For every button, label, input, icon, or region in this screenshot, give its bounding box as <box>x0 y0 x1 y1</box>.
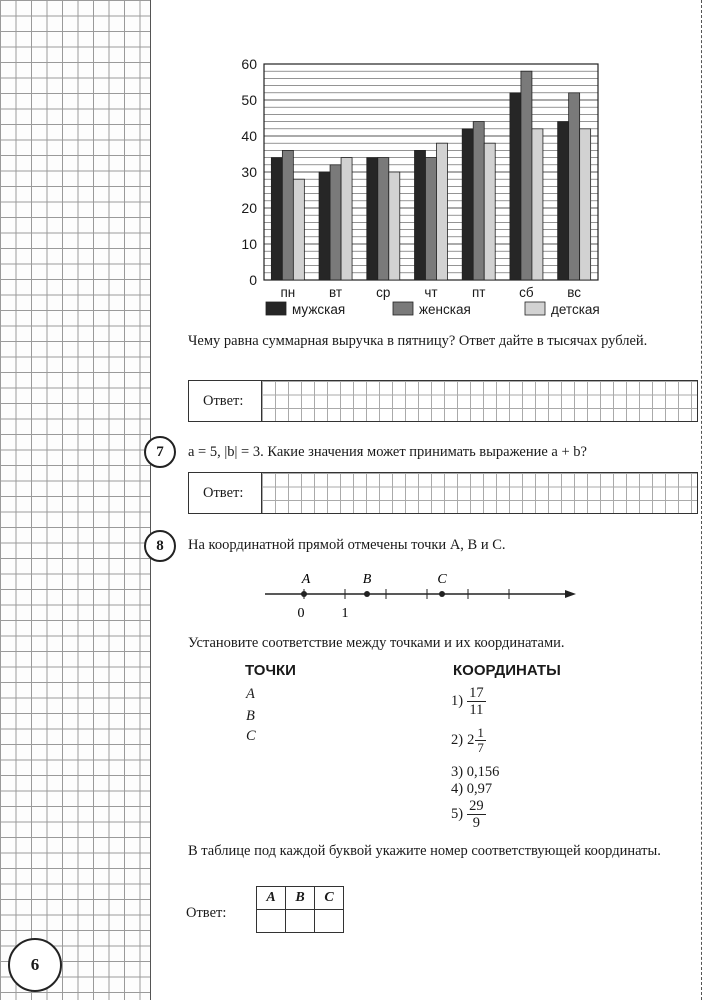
bar <box>569 93 580 280</box>
y-tick-label: 40 <box>241 128 257 144</box>
answer-cell-b[interactable] <box>286 910 315 933</box>
option-2-numerator: 1 <box>477 725 484 740</box>
answer-header-b: B <box>286 887 315 910</box>
bar <box>521 71 532 280</box>
y-tick-label: 0 <box>249 272 257 288</box>
bar <box>510 93 521 280</box>
x-tick-label: пт <box>471 285 486 300</box>
task8-table-instruction: В таблице под каждой буквой укажите номер соответствующей координаты. <box>188 843 661 859</box>
task6-answer-cells[interactable] <box>261 381 697 421</box>
bar <box>484 143 495 280</box>
legend-swatch <box>266 302 286 315</box>
legend-swatch <box>393 302 413 315</box>
x-tick-label: чт <box>424 285 438 300</box>
option-4: 4) 0,97 <box>451 781 493 797</box>
bar <box>271 158 282 280</box>
x-tick-label: вт <box>329 285 343 300</box>
option-2 <box>451 726 486 755</box>
legend-swatch <box>525 302 545 315</box>
bar <box>426 158 437 280</box>
task6-answer-box <box>188 380 698 422</box>
task8-intro: На координатной прямой отмечены точки A, B и C. <box>188 537 506 553</box>
option-2-number: 2) <box>451 732 464 748</box>
option-1-denominator: 11 <box>469 702 484 718</box>
answer-header-a: A <box>257 887 286 910</box>
option-5-numerator: 29 <box>469 798 484 814</box>
x-tick-label: пн <box>280 285 296 300</box>
bar <box>558 122 569 280</box>
axis-tick-0: 0 <box>297 606 305 621</box>
y-tick-label: 50 <box>241 92 257 108</box>
option-5-fraction <box>467 798 486 831</box>
bar-chart <box>230 50 610 325</box>
axis-label-b: B <box>362 572 372 587</box>
bar <box>367 158 378 280</box>
bar <box>473 122 484 280</box>
task8-answer-label: Ответ: <box>186 905 227 921</box>
task7-answer-cells[interactable] <box>261 473 697 513</box>
answer-cell-a[interactable] <box>257 910 286 933</box>
cut-line <box>701 0 702 1000</box>
number-line-arrow <box>565 590 576 598</box>
bar <box>580 129 591 280</box>
bar <box>319 172 330 280</box>
task6-answer-label: Ответ: <box>203 392 244 409</box>
option-1 <box>451 685 486 718</box>
task7-number: 7 <box>144 436 176 468</box>
bar <box>341 158 352 280</box>
y-tick-label: 60 <box>241 56 257 72</box>
answer-table <box>256 886 344 933</box>
number-line <box>260 565 580 625</box>
legend-label: детская <box>551 302 600 317</box>
task7-answer-label: Ответ: <box>203 484 244 501</box>
task7-answer-box <box>188 472 698 514</box>
bar <box>330 165 341 280</box>
axis-tick-1: 1 <box>341 606 349 621</box>
point-c: C <box>246 728 256 744</box>
option-2-fraction <box>475 726 486 755</box>
x-tick-label: вс <box>567 285 582 300</box>
option-1-fraction <box>467 685 486 718</box>
option-1-number: 1) <box>451 693 464 709</box>
y-tick-label: 10 <box>241 236 257 252</box>
y-tick-label: 20 <box>241 200 257 216</box>
x-tick-label: сб <box>519 285 534 300</box>
coords-header: КООРДИНАТЫ <box>453 662 561 679</box>
bar <box>462 129 473 280</box>
point-b: B <box>246 708 255 724</box>
points-header: ТОЧКИ <box>245 662 296 679</box>
task6-question: Чему равна суммарная выручка в пятницу? Ответ дайте в тысячах рублей. <box>188 333 648 349</box>
bar <box>437 143 448 280</box>
answer-header-c: C <box>315 887 344 910</box>
option-1-numerator: 17 <box>469 685 484 701</box>
bar <box>293 179 304 280</box>
task8-number: 8 <box>144 530 176 562</box>
x-tick-label: ср <box>376 285 391 300</box>
page-number: 6 <box>8 938 62 992</box>
legend-label: мужская <box>292 302 346 317</box>
option-2-denominator: 7 <box>477 740 484 755</box>
axis-label-c: C <box>437 572 447 587</box>
answer-cell-c[interactable] <box>315 910 344 933</box>
bar <box>378 158 389 280</box>
option-3: 3) 0,156 <box>451 764 500 780</box>
axis-label-a: A <box>301 572 311 587</box>
point-c-dot <box>439 591 445 597</box>
point-b-dot <box>364 591 370 597</box>
legend-label: женская <box>419 302 471 317</box>
bar <box>532 129 543 280</box>
y-tick-label: 30 <box>241 164 257 180</box>
point-a: A <box>246 686 255 702</box>
option-5-denominator: 9 <box>472 815 480 831</box>
task8-instruction: Установите соответствие между точками и их координатами. <box>188 635 565 651</box>
option-5-number: 5) <box>451 806 464 822</box>
bar <box>389 172 400 280</box>
bar <box>415 150 426 280</box>
grid-margin <box>0 0 151 1000</box>
point-a-dot <box>301 591 307 597</box>
task7-question: a = 5, |b| = 3. Какие значения может принимать выражение a + b? <box>188 444 587 460</box>
bar <box>282 150 293 280</box>
option-5 <box>451 798 486 831</box>
option-2-whole: 2 <box>467 732 475 748</box>
